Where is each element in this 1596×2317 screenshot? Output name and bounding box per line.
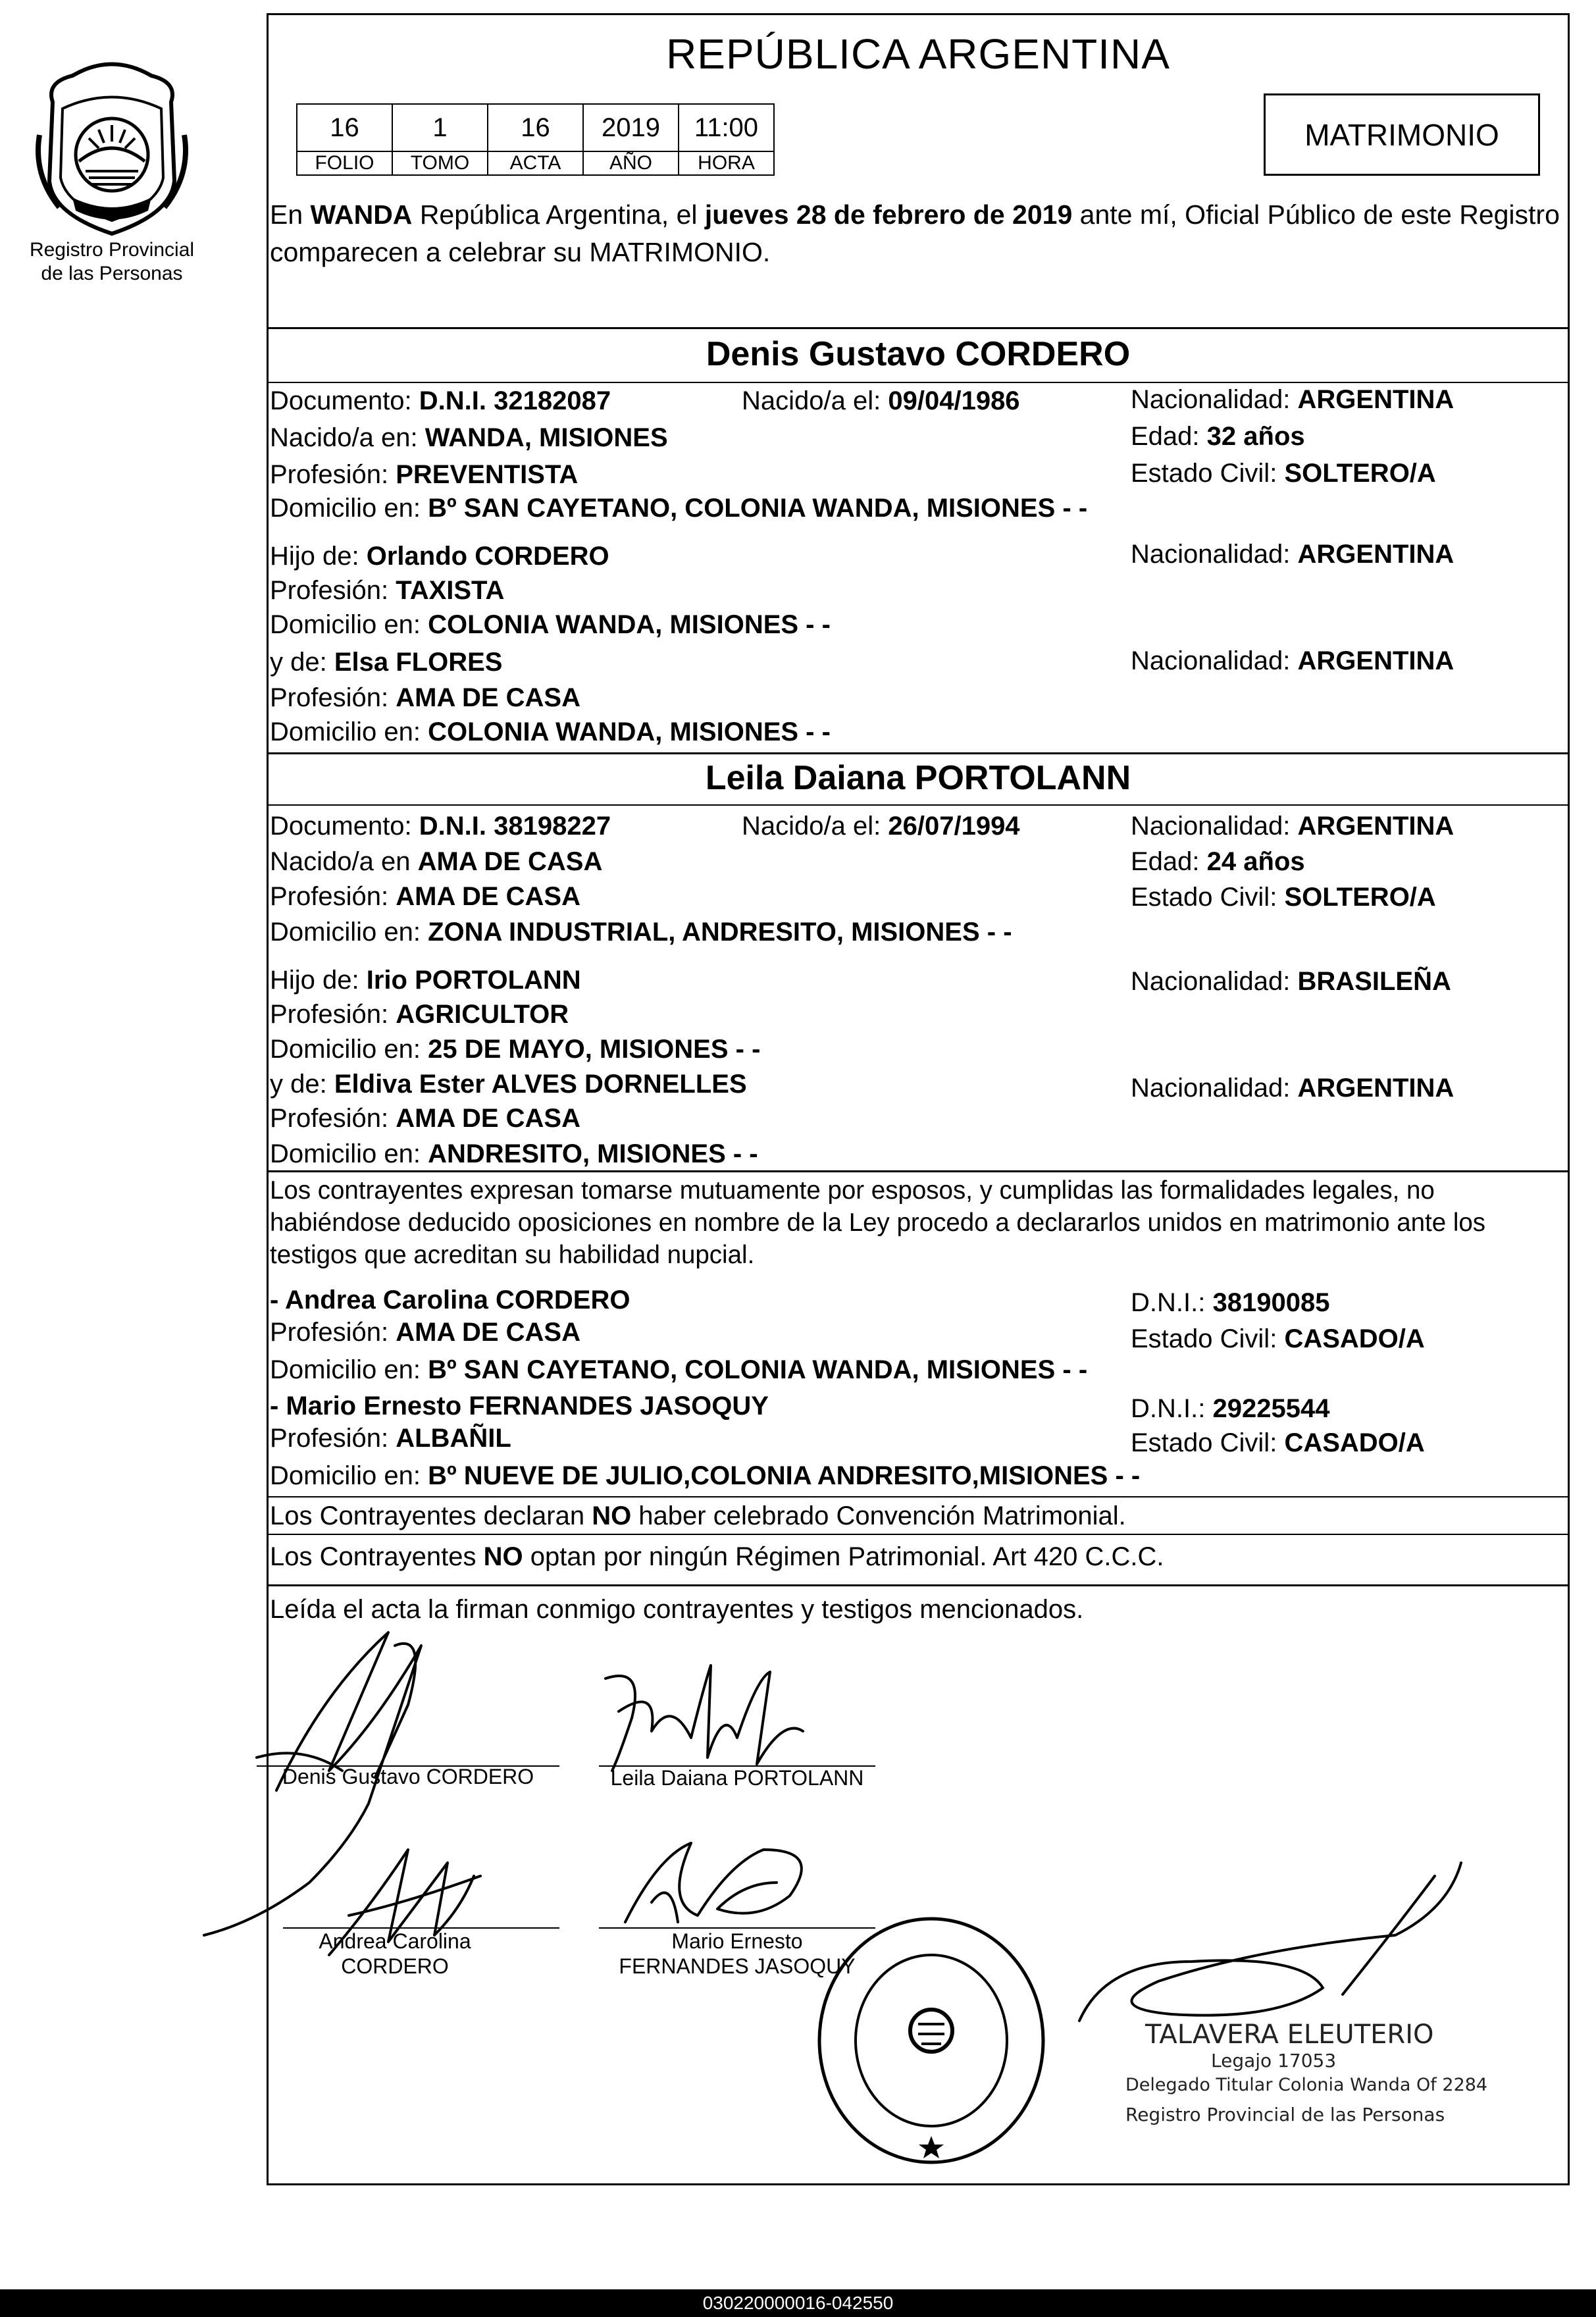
spouse2-mother bbox=[270, 1066, 747, 1102]
witness2-name bbox=[270, 1388, 769, 1424]
label: Estado Civil: bbox=[1131, 1324, 1277, 1353]
value: ARGENTINA bbox=[1297, 385, 1454, 414]
label: Domicilio en: bbox=[270, 1355, 421, 1384]
spouse1-father bbox=[270, 538, 609, 574]
officer-legajo: Legajo 17053 bbox=[1211, 2050, 1337, 2071]
intro-text: ante mí, Oficial Público de este Registro comparecen a celebrar su MATRIMONIO. bbox=[270, 199, 1560, 267]
value: CASADO/A bbox=[1284, 1428, 1425, 1457]
ano-label: AÑO bbox=[583, 151, 679, 175]
signature-label-spouse1: Denis Gustavo CORDERO bbox=[282, 1765, 534, 1788]
spouse1-born-on bbox=[742, 383, 1020, 419]
label: Domicilio en: bbox=[270, 717, 421, 746]
spouse1-mother-profession bbox=[270, 680, 580, 716]
spouse1-age bbox=[1131, 419, 1305, 454]
value: ARGENTINA bbox=[1297, 540, 1454, 569]
value: AMA DE CASA bbox=[396, 683, 580, 712]
spouse1-profession bbox=[270, 457, 578, 492]
witness2-profession bbox=[270, 1420, 511, 1456]
regime-statement bbox=[270, 1539, 1164, 1575]
spouse1-document bbox=[270, 383, 611, 419]
value: 32 años bbox=[1206, 422, 1305, 451]
label: Documento: bbox=[270, 386, 412, 415]
witness1-dni bbox=[1131, 1285, 1329, 1320]
witness1-civil-status bbox=[1131, 1321, 1425, 1357]
document-code-bar: 030220000016-042550 bbox=[0, 2289, 1596, 2317]
witness2-address bbox=[270, 1458, 1140, 1494]
value: AMA DE CASA bbox=[396, 882, 580, 911]
label: y de: bbox=[270, 1070, 327, 1099]
divider bbox=[267, 1584, 1570, 1586]
witness1-address bbox=[270, 1352, 1087, 1388]
spouse1-father-address bbox=[270, 607, 831, 642]
label: Edad: bbox=[1131, 422, 1200, 451]
spouse2-name: Leila Daiana PORTOLANN bbox=[705, 759, 1131, 797]
spouse2-document bbox=[270, 808, 611, 844]
value: TAXISTA bbox=[396, 576, 505, 605]
text: NO bbox=[592, 1501, 632, 1530]
spouse1-born-in bbox=[270, 420, 668, 456]
value: Bº SAN CAYETANO, COLONIA WANDA, MISIONES - - bbox=[428, 1355, 1088, 1384]
registry-name-line2: de las Personas bbox=[41, 263, 183, 284]
spouse1-father-profession bbox=[270, 573, 504, 608]
signature-label-spouse2: Leila Daiana PORTOLANN bbox=[610, 1766, 864, 1790]
spouse2-nationality bbox=[1131, 808, 1454, 844]
value: AMA DE CASA bbox=[396, 1104, 580, 1133]
label: Nacido/a en bbox=[270, 847, 411, 876]
spouse1-name: Denis Gustavo CORDERO bbox=[706, 335, 1131, 373]
value: 09/04/1986 bbox=[888, 386, 1020, 415]
value: 24 años bbox=[1206, 847, 1305, 876]
label: Domicilio en: bbox=[270, 1461, 421, 1490]
label: Profesión: bbox=[270, 1424, 389, 1453]
label: Nacionalidad: bbox=[1131, 385, 1291, 414]
spouse1-mother-nationality bbox=[1131, 643, 1454, 679]
value: D.N.I. 38198227 bbox=[419, 812, 611, 841]
spouse2-mother-address bbox=[270, 1136, 758, 1172]
hora-value: 11:00 bbox=[679, 104, 774, 151]
label: D.N.I.: bbox=[1131, 1288, 1206, 1317]
label: Edad: bbox=[1131, 847, 1200, 876]
value: - Mario Ernesto FERNANDES JASOQUY bbox=[270, 1392, 769, 1420]
value: Elsa FLORES bbox=[334, 648, 503, 677]
spouse2-born-in bbox=[270, 844, 602, 879]
label: Nacido/a el: bbox=[742, 812, 881, 841]
signature-label-witness2-line1: Mario Ernesto bbox=[671, 1929, 803, 1953]
spouse1-father-nationality bbox=[1131, 536, 1454, 572]
hora-label: HORA bbox=[679, 151, 774, 175]
value: ZONA INDUSTRIAL, ANDRESITO, MISIONES - - bbox=[428, 918, 1012, 947]
label: Profesión: bbox=[270, 1000, 389, 1029]
value: WANDA, MISIONES bbox=[425, 423, 668, 452]
label: Profesión: bbox=[270, 683, 389, 712]
label: Nacido/a el: bbox=[742, 386, 881, 415]
spouse2-father bbox=[270, 962, 581, 998]
officer-role: Delegado Titular Colonia Wanda Of 2284 bbox=[1125, 2075, 1488, 2095]
ano-value: 2019 bbox=[583, 104, 679, 151]
value: ANDRESITO, MISIONES - - bbox=[428, 1139, 758, 1168]
value: Orlando CORDERO bbox=[366, 542, 609, 571]
spouse1-nationality bbox=[1131, 382, 1454, 417]
value: Irio PORTOLANN bbox=[366, 966, 581, 995]
intro-paragraph bbox=[270, 196, 1560, 271]
registry-seal bbox=[810, 1909, 1053, 2172]
witness1-profession bbox=[270, 1315, 580, 1350]
label: Domicilio en: bbox=[270, 918, 421, 947]
value: AGRICULTOR bbox=[396, 1000, 569, 1029]
label: Profesión: bbox=[270, 882, 389, 911]
spouse1-civil-status bbox=[1131, 456, 1436, 491]
label: Hijo de: bbox=[270, 542, 359, 571]
spouse2-mother-profession bbox=[270, 1101, 580, 1136]
value: AMA DE CASA bbox=[417, 847, 603, 876]
label: Profesión: bbox=[270, 576, 389, 605]
value: Eldiva Ester ALVES DORNELLES bbox=[334, 1070, 747, 1099]
registry-name-line1: Registro Provincial bbox=[29, 239, 195, 261]
value: D.N.I. 32182087 bbox=[419, 386, 611, 415]
intro-text: República Argentina, el bbox=[412, 199, 705, 230]
officer-registry: Registro Provincial de las Personas bbox=[1125, 2104, 1445, 2125]
label: Profesión: bbox=[270, 1318, 389, 1347]
spouse2-profession bbox=[270, 879, 580, 914]
value: Bº NUEVE DE JULIO,COLONIA ANDRESITO,MISIONES - - bbox=[428, 1461, 1141, 1490]
witness2-civil-status bbox=[1131, 1425, 1425, 1461]
provincia-misiones-logo bbox=[33, 56, 191, 237]
label: Nacionalidad: bbox=[1131, 646, 1291, 675]
signature-label-witness1-line2: CORDERO bbox=[341, 1954, 449, 1978]
value: - Andrea Carolina CORDERO bbox=[270, 1286, 631, 1315]
value: 29225544 bbox=[1212, 1394, 1330, 1423]
folio-label: FOLIO bbox=[297, 151, 392, 175]
value: BRASILEÑA bbox=[1297, 967, 1451, 996]
label: Domicilio en: bbox=[270, 610, 421, 639]
intro-city: WANDA bbox=[310, 199, 413, 230]
value: 25 DE MAYO, MISIONES - - bbox=[428, 1035, 761, 1064]
divider bbox=[267, 327, 1570, 329]
label: Nacionalidad: bbox=[1131, 1074, 1291, 1103]
folio-value: 16 bbox=[297, 104, 392, 151]
witness2-dni bbox=[1131, 1391, 1329, 1426]
label: Hijo de: bbox=[270, 966, 359, 995]
intro-date: jueves 28 de febrero de 2019 bbox=[704, 199, 1073, 230]
spouse2-father-profession bbox=[270, 997, 569, 1032]
value: CASADO/A bbox=[1284, 1324, 1425, 1353]
value: ARGENTINA bbox=[1297, 812, 1454, 841]
label: Nacionalidad: bbox=[1131, 967, 1291, 996]
signature-label-witness1-line1: Andrea Carolina bbox=[319, 1929, 471, 1953]
value: 38190085 bbox=[1212, 1288, 1330, 1317]
acta-label: ACTA bbox=[488, 151, 583, 175]
closing-statement: Leída el acta la firman conmigo contrayentes y testigos mencionados. bbox=[270, 1595, 1084, 1624]
value: Bº SAN CAYETANO, COLONIA WANDA, MISIONES - - bbox=[428, 494, 1088, 523]
label: Documento: bbox=[270, 812, 412, 841]
text: haber celebrado Convención Matrimonial. bbox=[631, 1501, 1126, 1530]
value: COLONIA WANDA, MISIONES - - bbox=[428, 717, 831, 746]
page-title: REPÚBLICA ARGENTINA bbox=[666, 30, 1170, 78]
label: Estado Civil: bbox=[1131, 1428, 1277, 1457]
value: PREVENTISTA bbox=[396, 460, 579, 489]
divider bbox=[267, 1534, 1570, 1535]
divider bbox=[267, 804, 1570, 806]
spouse2-born-on bbox=[742, 808, 1020, 844]
label: Estado Civil: bbox=[1131, 459, 1277, 488]
divider bbox=[267, 752, 1570, 754]
spouse2-address bbox=[270, 914, 1012, 950]
label: Nacido/a en: bbox=[270, 423, 418, 452]
witness1-name bbox=[270, 1282, 630, 1318]
label: Nacionalidad: bbox=[1131, 812, 1291, 841]
divider bbox=[267, 1496, 1570, 1497]
text: Los Contrayentes bbox=[270, 1542, 484, 1571]
tomo-value: 1 bbox=[392, 104, 488, 151]
label: Estado Civil: bbox=[1131, 883, 1277, 912]
officer-name: TALAVERA ELEUTERIO bbox=[1145, 2019, 1434, 2050]
signature-label-witness2-line2: FERNANDES JASOQUY bbox=[619, 1954, 856, 1978]
union-statement: Los contrayentes expresan tomarse mutuamente por esposos, y cumplidas las formalidades legales, no habiéndose deducido oposiciones en nombre de la Ley procedo a declararlos unidos en matrimonio ante los testigos que acreditan su habilidad nupcial. bbox=[270, 1176, 1486, 1269]
spouse1-address bbox=[270, 490, 1087, 526]
value: ARGENTINA bbox=[1297, 1074, 1454, 1103]
label: Domicilio en: bbox=[270, 494, 421, 523]
text: optan por ningún Régimen Patrimonial. Art 420 C.C.C. bbox=[523, 1542, 1164, 1571]
value: ALBAÑIL bbox=[396, 1424, 511, 1453]
spouse2-age bbox=[1131, 844, 1305, 879]
label: Profesión: bbox=[270, 1104, 389, 1133]
act-type-box: MATRIMONIO bbox=[1264, 93, 1540, 176]
value: SOLTERO/A bbox=[1284, 459, 1436, 488]
acta-value: 16 bbox=[488, 104, 583, 151]
label: y de: bbox=[270, 648, 327, 677]
intro-text: En bbox=[270, 199, 311, 230]
label: Domicilio en: bbox=[270, 1035, 421, 1064]
tomo-label: TOMO bbox=[392, 151, 488, 175]
text: NO bbox=[483, 1542, 523, 1571]
value: AMA DE CASA bbox=[396, 1318, 580, 1347]
label: Domicilio en: bbox=[270, 1139, 421, 1168]
text: Los Contrayentes declaran bbox=[270, 1501, 592, 1530]
spouse2-father-address bbox=[270, 1031, 760, 1067]
value: COLONIA WANDA, MISIONES - - bbox=[428, 610, 831, 639]
label: D.N.I.: bbox=[1131, 1394, 1206, 1423]
value: 26/07/1994 bbox=[888, 812, 1020, 841]
label: Nacionalidad: bbox=[1131, 540, 1291, 569]
label: Profesión: bbox=[270, 460, 389, 489]
spouse2-civil-status bbox=[1131, 879, 1436, 915]
spouse1-mother bbox=[270, 644, 502, 680]
value: ARGENTINA bbox=[1297, 646, 1454, 675]
spouse2-mother-nationality bbox=[1131, 1070, 1454, 1106]
record-table bbox=[296, 103, 775, 176]
convention-statement bbox=[270, 1498, 1126, 1534]
spouse2-father-nationality bbox=[1131, 964, 1451, 999]
spouse1-mother-address bbox=[270, 714, 831, 750]
value: SOLTERO/A bbox=[1284, 883, 1436, 912]
